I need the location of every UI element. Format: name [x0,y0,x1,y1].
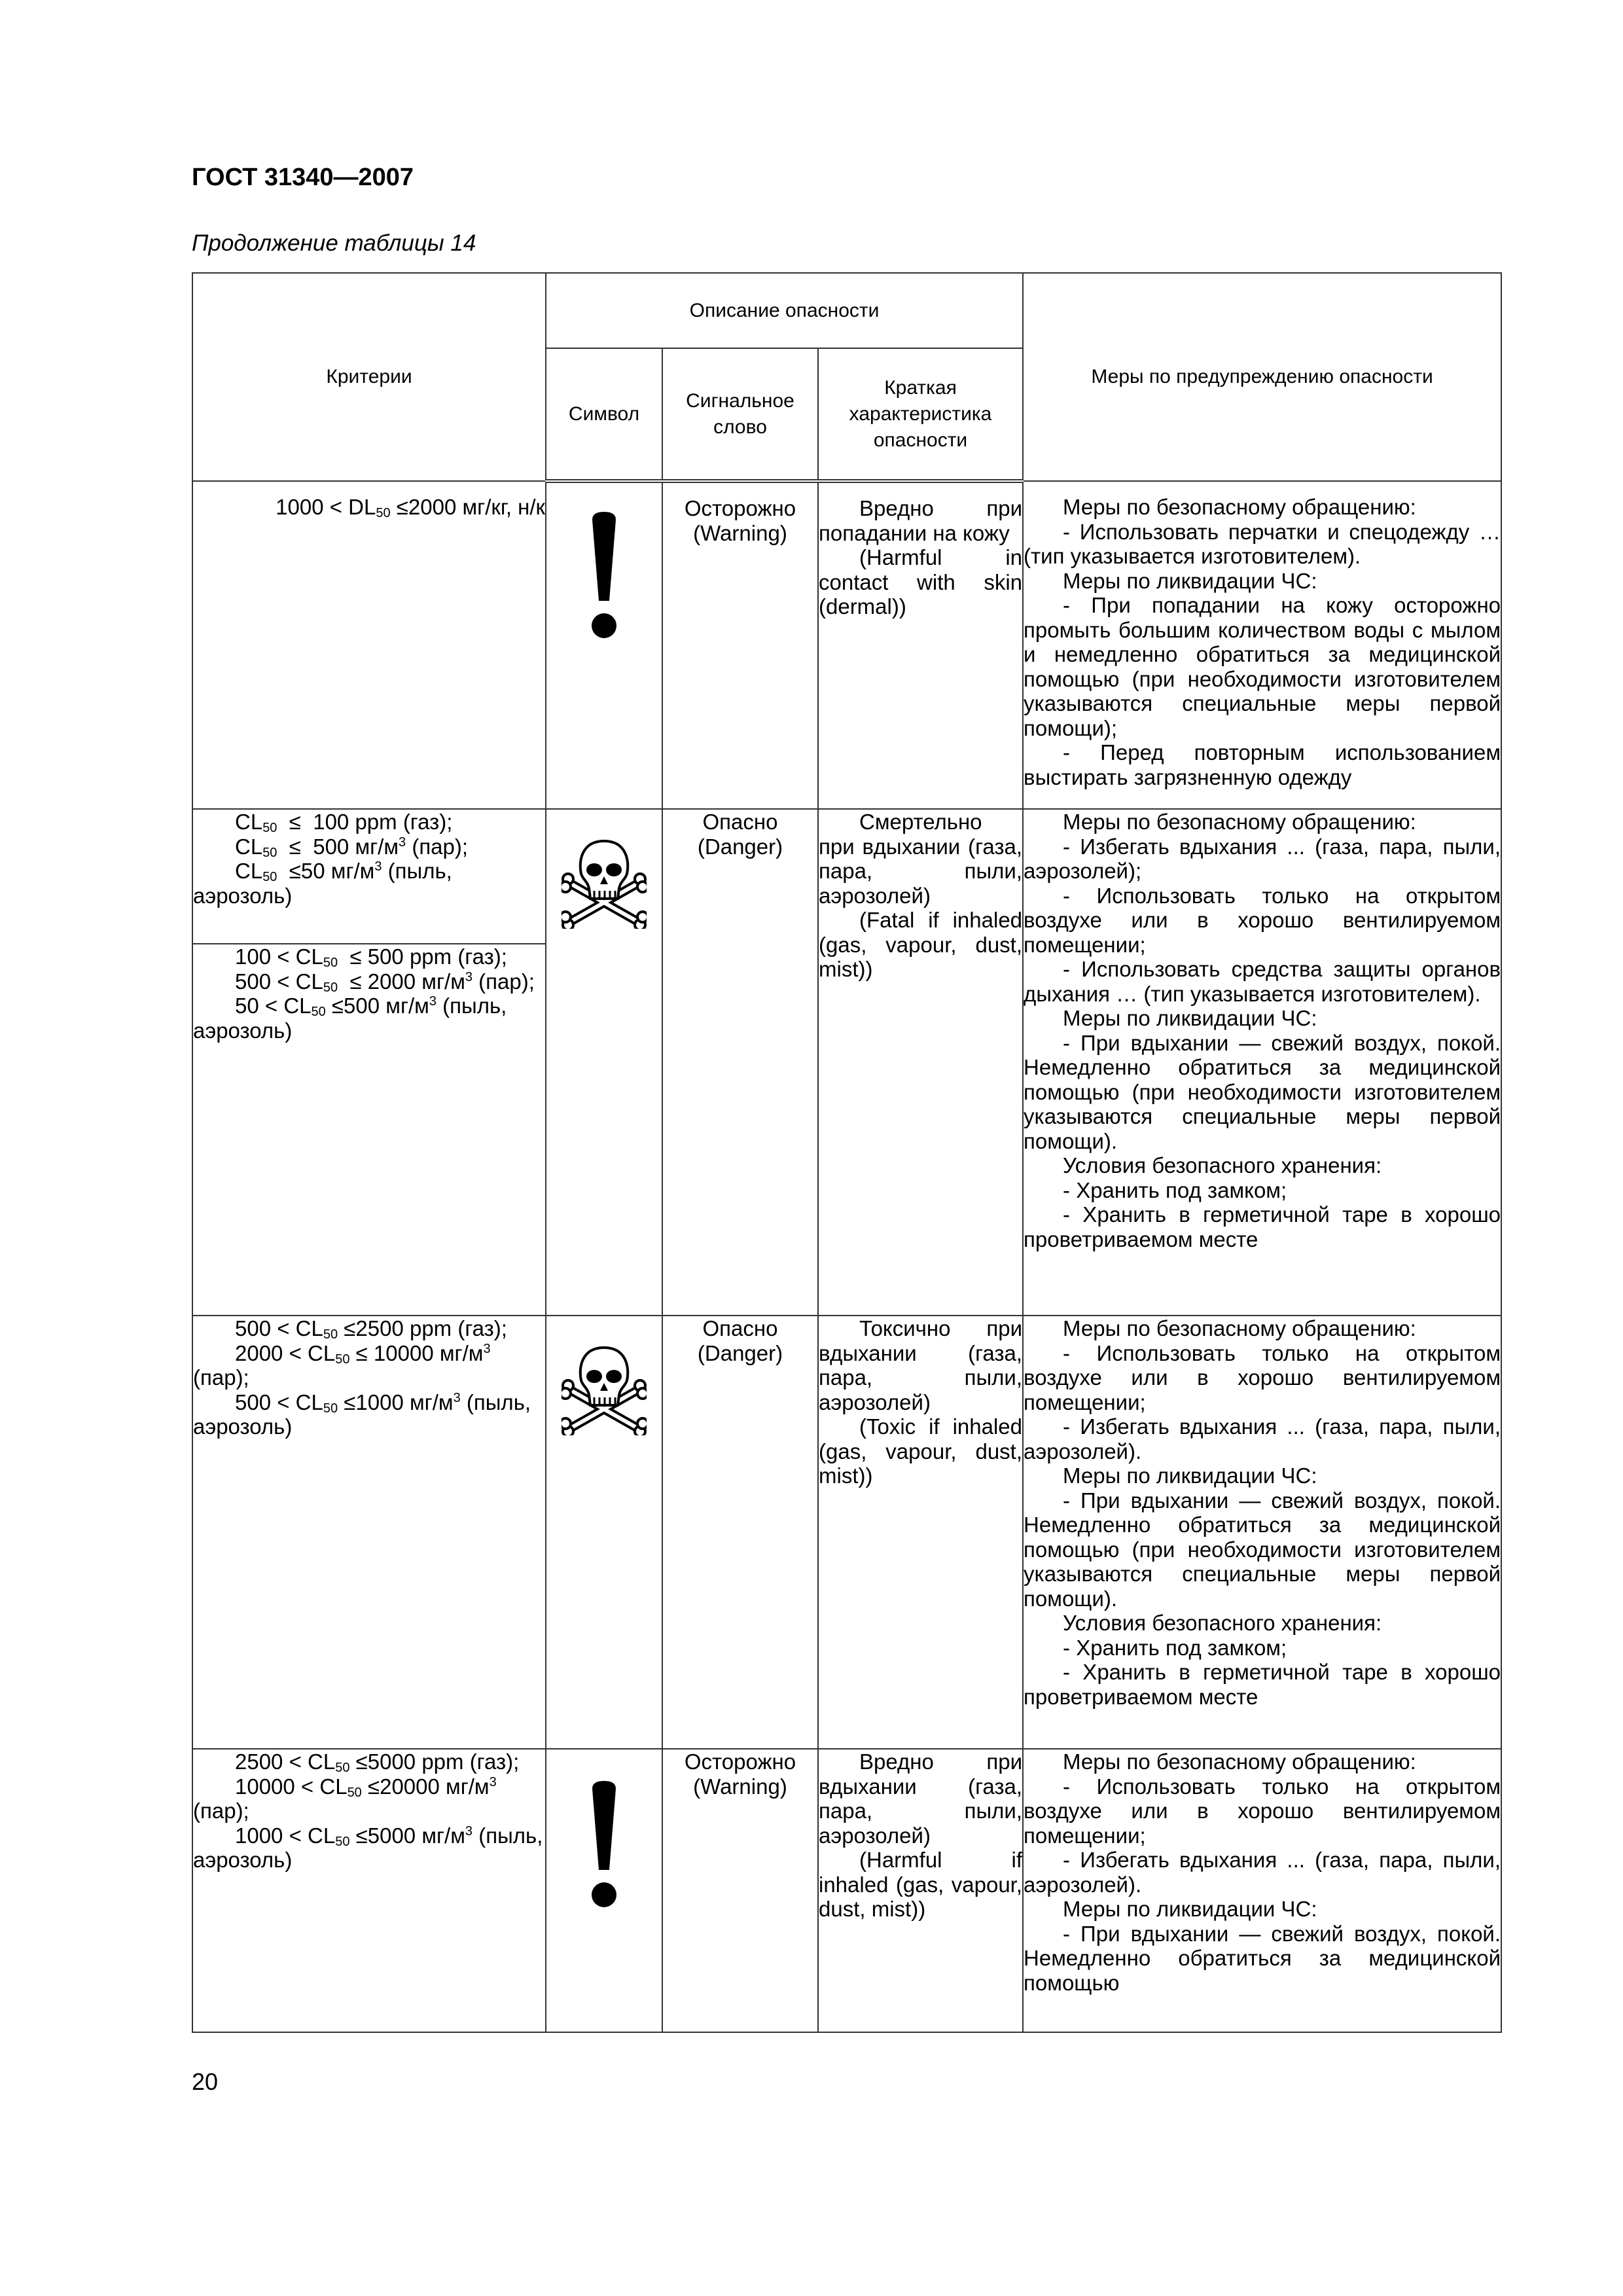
signal-word: Опасно [702,1316,778,1340]
measure-line: - При вдыхании — свежий воздух, покой. Немедленно обратиться за медицинской помощью (при необходимости изготовителем указываются специальные меры первой помощи). [1024,1030,1501,1153]
measure-line: - Избегать вдыхания ... (газа, пара, пыли, аэрозолей). [1024,1848,1501,1897]
table-row [192,1749,1501,2032]
symbol-cell [546,1316,662,1749]
measure-line: - Хранить в герметичной таре в хорошо проветриваемом месте [1024,1202,1501,1251]
measure-line: - Избегать вдыхания ... (газа, пара, пыли, аэрозолей). [1024,1414,1501,1463]
header-symbol: Символ [546,348,662,481]
table-continuation-caption: Продолжение таблицы 14 [192,230,476,256]
characteristic-english: (Harmful if inhaled (gas, vapour, dust, mist)) [819,1848,1023,1921]
signal-word-english: (Danger) [697,1340,783,1365]
header-criteria: Критерии [192,273,546,481]
header-signal-word: Сигнальное слово [662,348,818,481]
header-short-characteristic: Краткая характеристика опасности [818,348,1023,481]
exclamation-icon [590,1780,618,1908]
header-hazard-description: Описание опасности [546,273,1023,348]
measure-line: Меры по ликвидации ЧС: [1063,568,1317,593]
characteristic-english: (Fatal if inhaled (gas, vapour, dust, mist)) [819,908,1023,981]
measure-line: Меры по ликвидации ЧС: [1063,1897,1317,1921]
criteria-cell [192,1749,546,2032]
measure-line: - Использовать только на открытом воздухе или в хорошо вентилируемом помещении; [1024,1340,1501,1414]
criteria-cell [192,1316,546,1749]
measures-cell [1023,809,1501,1316]
characteristic-text: Вредно при вдыхании (газа, пара, пыли, аэрозолей) [819,1749,1023,1848]
signal-word-english: (Danger) [697,834,783,859]
measure-line: - При попадании на кожу осторожно промыть большим количеством воды с мылом и немедленно обратиться за медицинской помощью (при необходимости изготовителем указываются специальные меры первой помощи); [1024,593,1501,740]
measure-line: - Хранить под замком; [1063,1635,1287,1660]
signal-word: Осторожно [684,1749,796,1774]
criteria-line: $100 < CL_{50} \le 500$ ppm (газ); [235,944,507,970]
symbol-cell [546,1749,662,2032]
skull-crossbones-icon [562,1342,647,1435]
characteristic-cell [818,481,1023,809]
signal-word-english: (Warning) [693,520,787,545]
criteria-cell [192,809,546,944]
page-number: 20 [192,2068,219,2095]
characteristic-english: (Harmful in contact with skin (dermal)) [819,545,1023,619]
table-row [192,481,1501,809]
measure-line: Меры по безопасному обращению: [1063,1749,1416,1774]
criteria-line: $500 < CL_{50} \le 2500$ ppm (газ); [235,1316,507,1342]
measures-cell [1023,481,1501,809]
hazard-table [192,272,1502,2033]
criteria-cell [192,481,546,809]
measure-line: Меры по безопасному обращению: [1063,810,1416,834]
criteria-line: $CL_{50} \le 50$ $мг/м^3$ (пыль, аэрозоль) [193,859,452,908]
table-row [192,1316,1501,1749]
document-code: ГОСТ 31340—2007 [192,164,414,191]
signal-word-english: (Warning) [693,1774,787,1799]
signal-word-cell [662,481,818,809]
signal-word-cell [662,809,818,1316]
characteristic-cell [818,1749,1023,2032]
criteria-cell [192,944,546,1316]
measure-line: - Избегать вдыхания ... (газа, пара, пыли, аэрозолей); [1024,834,1501,883]
skull-crossbones-icon [562,836,647,929]
measure-line: - При вдыхании — свежий воздух, покой. Немедленно обратиться за медицинской помощью (при необходимости изготовителем указываются специальные меры первой помощи). [1024,1488,1501,1611]
measure-line: Меры по ликвидации ЧС: [1063,1006,1317,1030]
characteristic-text: Смертельно при вдыхании (газа, пара, пыли, аэрозолей) [819,810,1023,908]
characteristic-text: Токсично при вдыхании (газа, пара, пыли, аэрозолей) [819,1316,1023,1414]
measures-cell [1023,1749,1501,2032]
measure-line: - Использовать средства защиты органов дыхания … (тип указывается изготовителем). [1024,957,1501,1006]
criteria-line: $CL_{50} \le 500$ $мг/м^3$ (пар); [235,834,469,860]
measure-line: - Хранить в герметичной таре в хорошо проветриваемом месте [1024,1660,1501,1709]
measure-line: - Использовать перчатки и спецодежду … (тип указывается изготовителем). [1024,519,1501,568]
criteria-line: $2000 < CL_{50} \le 10000$ $мг/м^3$ (пар); [193,1340,491,1390]
signal-word: Осторожно [684,496,796,520]
measure-line: - При вдыхании — свежий воздух, покой. Немедленно обратиться за медицинской помощью [1024,1921,1501,1995]
table-row [192,809,1501,944]
criteria-line: $2500 < CL_{50} \le 5000$ ppm (газ); [235,1749,520,1775]
characteristic-cell [818,1316,1023,1749]
criteria-line: $500 < CL_{50} \le 2000$ $мг/м^3$ (пар); [235,969,535,995]
measure-line: - Перед повторным использованием выстирать загрязненную одежду [1024,740,1501,789]
characteristic-english: (Toxic if inhaled (gas, vapour, dust, mist)) [819,1414,1023,1488]
measure-line: Условия безопасного хранения: [1063,1153,1382,1177]
measure-line: - Использовать только на открытом воздухе или в хорошо вентилируемом помещении; [1024,1774,1501,1848]
criteria-line: $10000 < CL_{50} \le 20000$ $мг/м^3$ (пар); [193,1774,497,1823]
criteria-line: $1000 < DL_{50} \le 2000$ мг/кг, н/к [276,495,545,520]
measure-line: Меры по ликвидации ЧС: [1063,1463,1317,1488]
measures-cell [1023,1316,1501,1749]
header-prevention-measures: Меры по предупреждению опасности [1023,273,1501,481]
criteria-line: $1000 < CL_{50} \le 5000$ $мг/м^3$ (пыль, аэрозоль) [193,1823,543,1872]
criteria-line: $CL_{50} \le 100$ ppm (газ); [235,810,453,835]
measure-line: Меры по безопасному обращению: [1063,1316,1416,1340]
measure-line: Меры по безопасному обращению: [1063,495,1416,519]
exclamation-icon [590,511,618,639]
signal-word-cell [662,1316,818,1749]
characteristic-cell [818,809,1023,1316]
signal-word: Опасно [702,810,778,834]
symbol-cell [546,481,662,809]
symbol-cell [546,809,662,1316]
criteria-line: $50 < CL_{50} \le 500$ $мг/м^3$ (пыль, аэрозоль) [193,994,507,1043]
measure-line: - Использовать только на открытом воздухе или в хорошо вентилируемом помещении; [1024,883,1501,957]
signal-word-cell [662,1749,818,2032]
characteristic-text: Вредно при попадании на кожу [819,496,1023,545]
measure-line: Условия безопасного хранения: [1063,1611,1382,1635]
criteria-line: $500 < CL_{50} \le 1000$ $мг/м^3$ (пыль, аэрозоль) [193,1390,531,1439]
measure-line: - Хранить под замком; [1063,1177,1287,1202]
